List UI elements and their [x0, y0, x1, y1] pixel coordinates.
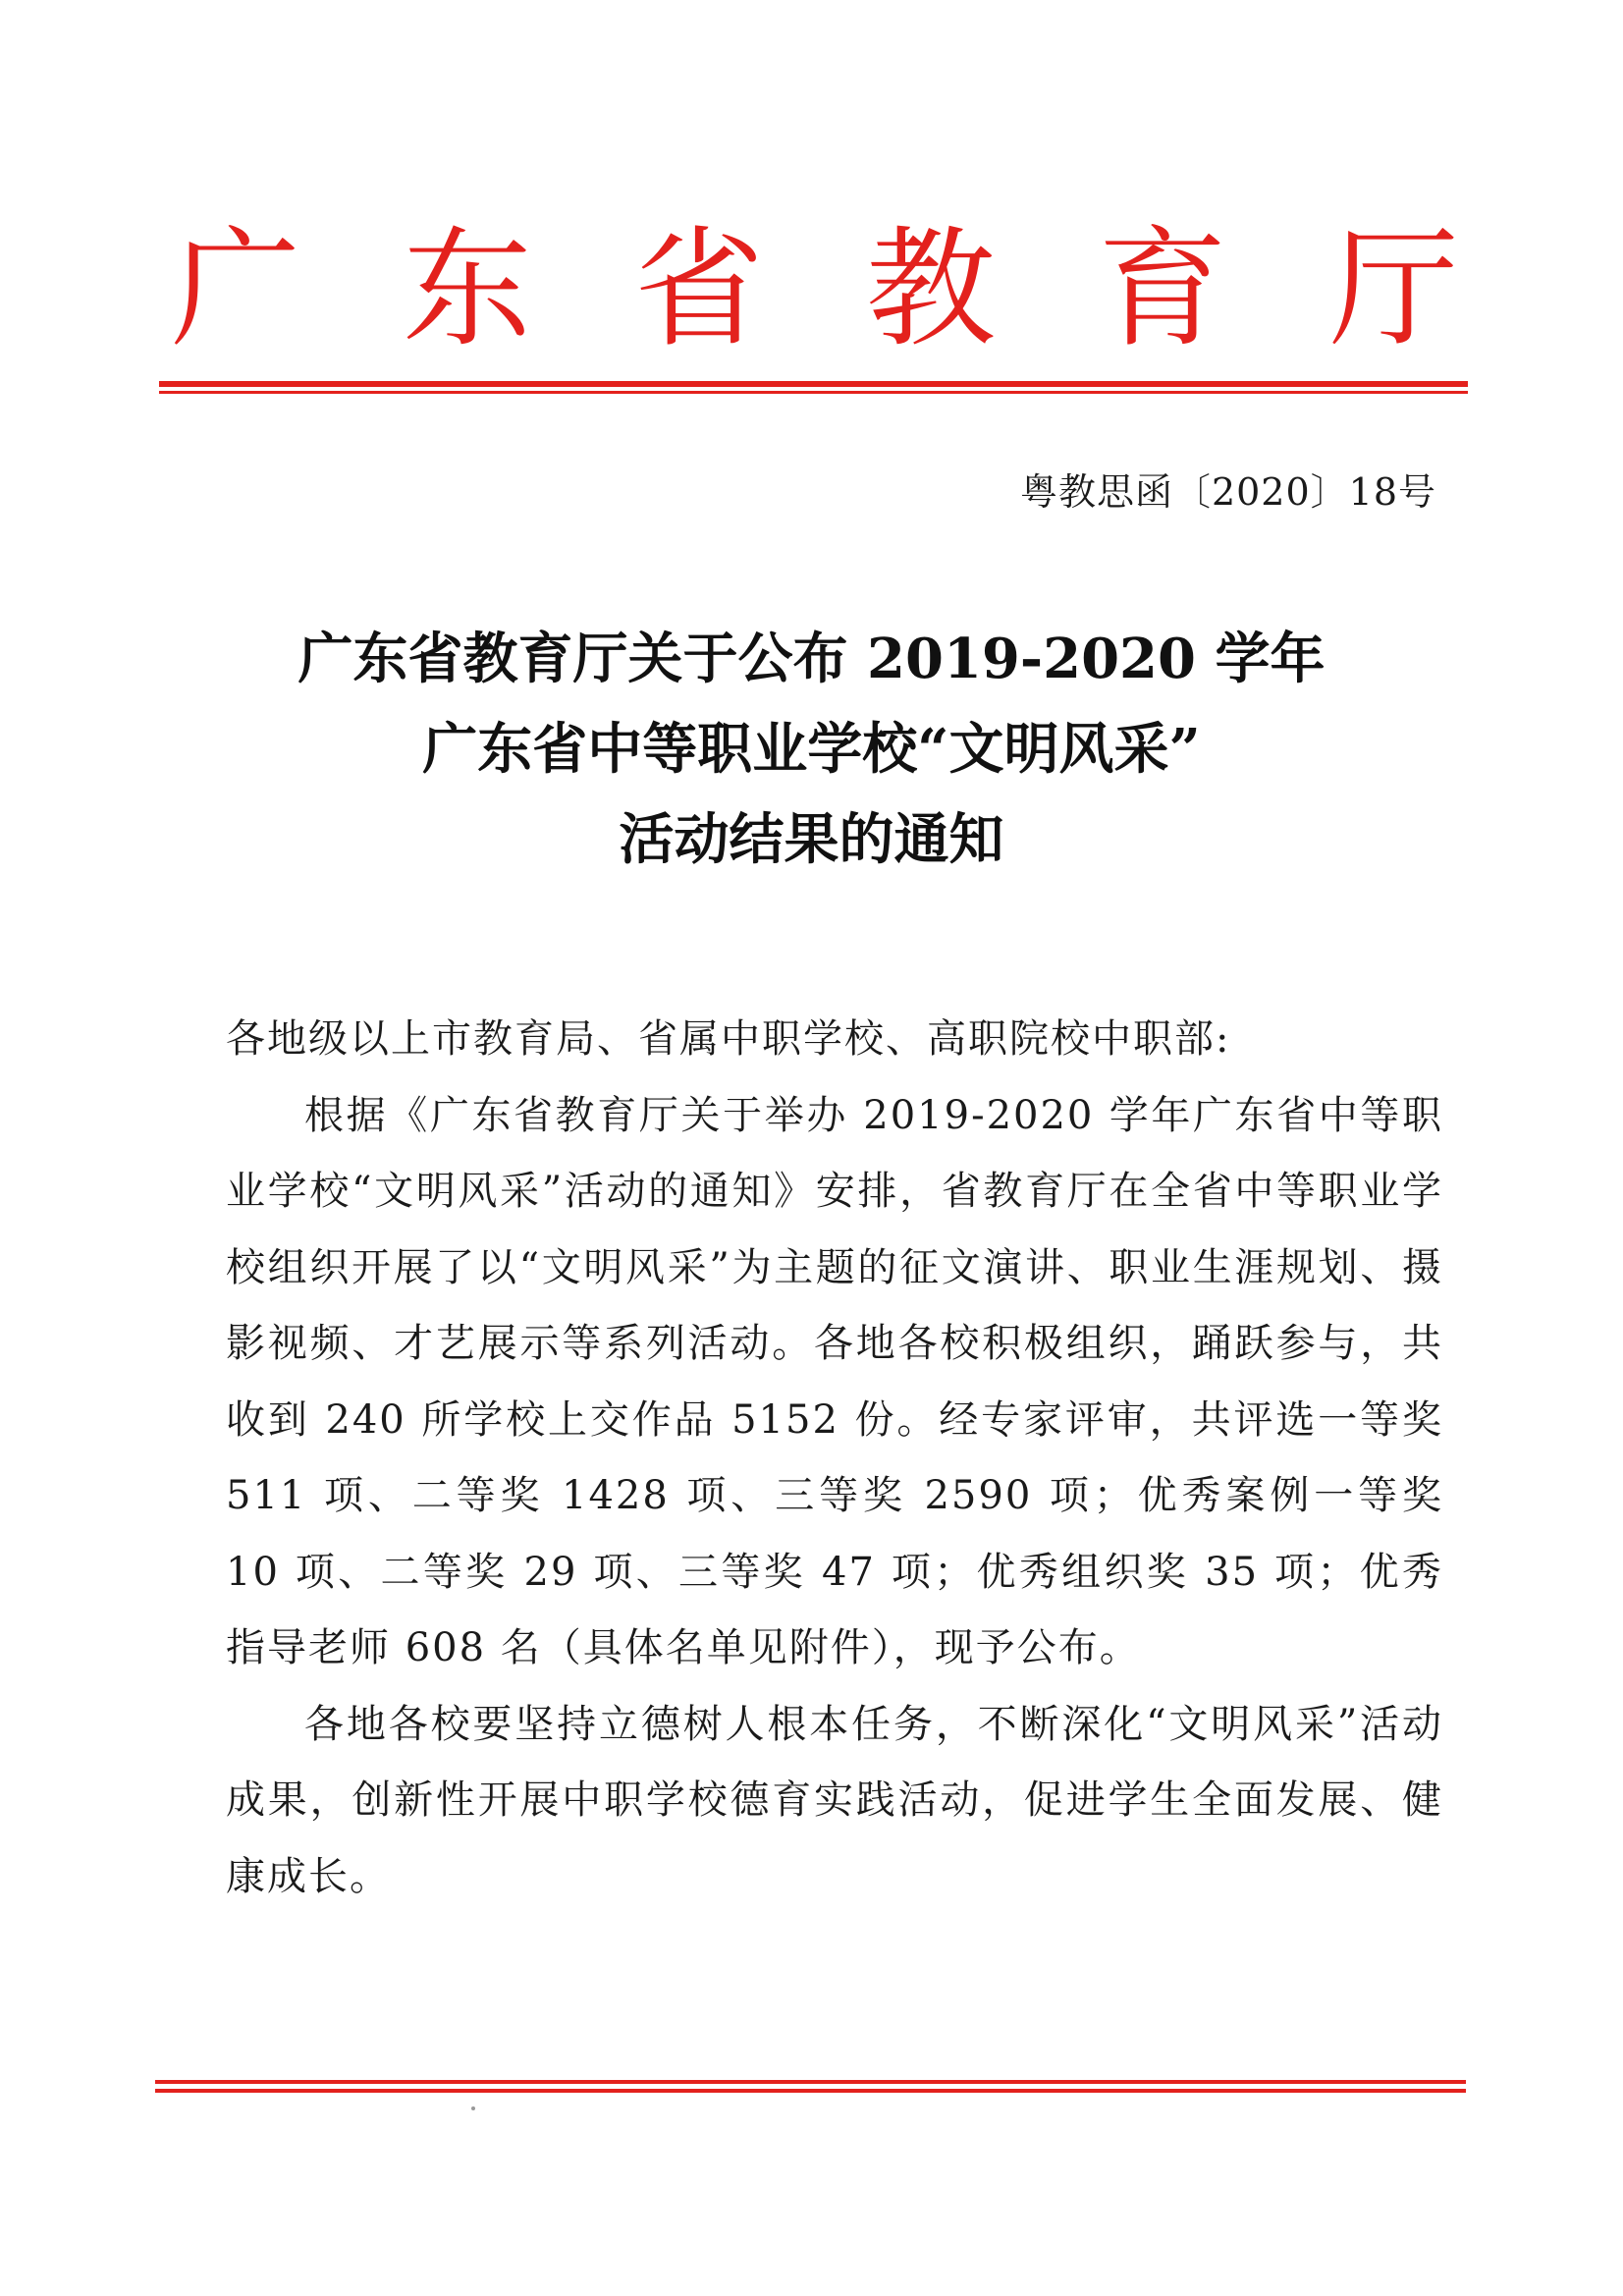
document-number: 粤教思函〔2020〕18号 [1019, 470, 1436, 514]
letterhead-char: 省 [634, 214, 764, 365]
salutation: 各地级以上市教育局、省属中职学校、高职院校中职部: [226, 1016, 1231, 1062]
rule-thin-line [159, 391, 1468, 394]
letterhead-char: 厅 [1329, 214, 1459, 365]
title-line-3: 活动结果的通知 [619, 807, 1004, 872]
title-line-1: 广东省教育厅关于公布 2019-2020 学年 [298, 627, 1325, 691]
scan-dot-mark [471, 2106, 475, 2110]
letterhead-red-rule [159, 381, 1468, 394]
document-title [157, 614, 1466, 885]
rule-thin-line [155, 2089, 1466, 2093]
letterhead-char: 教 [866, 214, 996, 365]
body-paragraph-2: 各地各校要坚持立德树人根本任务，不断深化“文明风采”活动成果，创新性开展中职学校德育实践活动，促进学生全面发展、健康成长。 [226, 1701, 1443, 1899]
footer-red-rule [155, 2080, 1466, 2093]
document-body [226, 1002, 1443, 1915]
letterhead-char: 东 [403, 214, 532, 365]
letterhead-char: 广 [171, 214, 300, 365]
body-paragraph-1: 根据《广东省教育厅关于举办 2019-2020 学年广东省中等职业学校“文明风采”活动的通知》安排，省教育厅在全省中等职业学校组织开展了以“文明风采”为主题的征文演讲、职业生涯规划、摄影视频、才艺展示等系列活动。各地各校积极组织，踊跃参与，共收到 240 所学校上交作品 5152 份。经专家评审，共评选一等奖 511 项、二等奖 1428 项、三等奖 2590 项；优秀案例一等奖 10 项、二等奖 29 项、三等奖 47 项；优秀组织奖 35 项；优秀指导老师 608 名（具体名单见附件），现予公布。 [226, 1092, 1443, 1670]
rule-thick-line [155, 2080, 1466, 2084]
letterhead-char: 育 [1098, 214, 1227, 365]
title-line-2: 广东省中等职业学校“文明风采” [422, 717, 1201, 782]
rule-thick-line [159, 381, 1468, 387]
letterhead [157, 211, 1473, 368]
